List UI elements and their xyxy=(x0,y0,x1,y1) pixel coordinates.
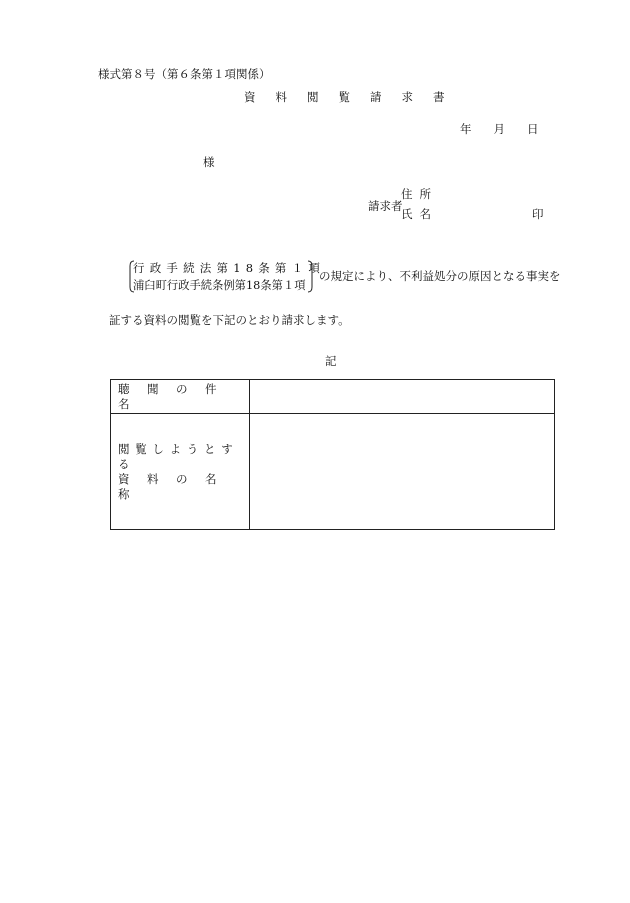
legal-basis-option-2: 浦臼町行政手続条例第18条第１項 xyxy=(133,279,306,292)
document-name-field[interactable] xyxy=(250,414,555,530)
requester-label: 請求者 xyxy=(368,199,403,213)
date-day-label: 日 xyxy=(527,122,539,136)
name-label: 氏名 xyxy=(401,207,438,221)
hearing-subject-label: 聴聞の件名 xyxy=(118,381,234,411)
table-row xyxy=(111,380,555,414)
addressee-suffix: 様 xyxy=(203,155,215,169)
seal-label: 印 xyxy=(532,207,544,221)
legal-basis-option-1: 行政手続法第18条第１項 xyxy=(133,261,326,275)
body-text-line-2: 証する資料の閲覧を下記のとおり請求します。 xyxy=(109,313,350,327)
table-row xyxy=(111,414,555,530)
date-month-label: 月 xyxy=(493,122,505,136)
date-year-label: 年 xyxy=(460,122,472,136)
document-title: 資料閲覧請求書 xyxy=(244,90,465,104)
form-number: 様式第８号（第６条第１項関係） xyxy=(98,67,271,81)
document-name-label-cell xyxy=(111,414,250,530)
address-label: 住所 xyxy=(401,187,438,201)
date-row xyxy=(460,124,539,136)
hearing-subject-field[interactable] xyxy=(250,380,555,414)
body-text-line-1: の規定により、不利益処分の原因となる事実を xyxy=(319,269,561,283)
hearing-subject-label-cell xyxy=(111,380,250,414)
request-details-table xyxy=(110,379,555,530)
document-name-label-line-2: 資料の名称 xyxy=(118,471,234,501)
ki-heading: 記 xyxy=(325,354,337,368)
document-name-label-line-1: 閲覧しようとする xyxy=(118,441,239,471)
